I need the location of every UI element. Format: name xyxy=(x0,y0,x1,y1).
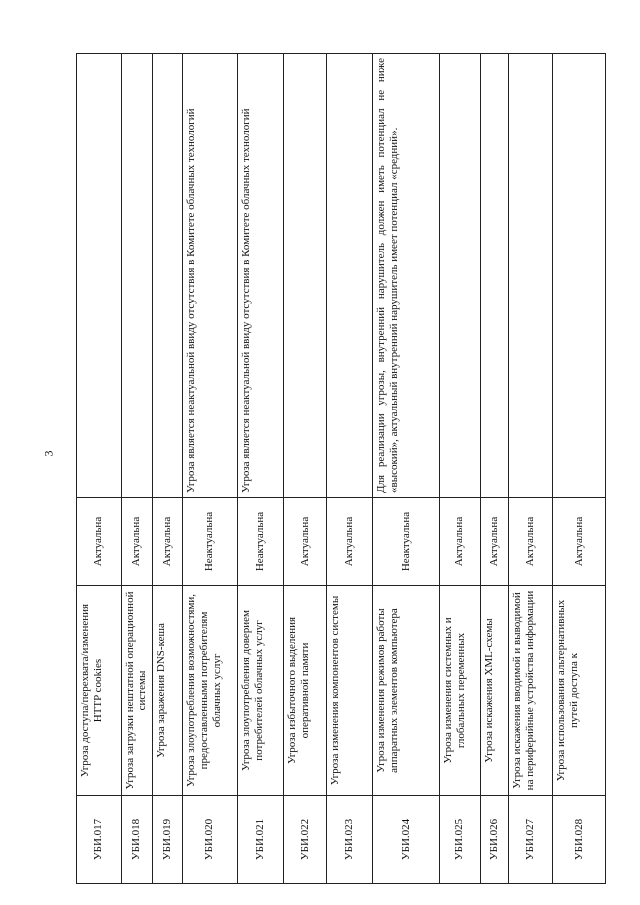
threat-status-cell: Неактуальна xyxy=(237,498,284,586)
threat-name-cell: Угроза избыточного выделения оперативной памяти xyxy=(284,586,326,796)
threat-status-cell: Неактуальна xyxy=(183,498,238,586)
threat-status-cell: Актуальна xyxy=(440,498,480,586)
threat-status-cell: Актуальна xyxy=(152,498,182,586)
threat-id-cell: УБИ.022 xyxy=(284,796,326,884)
threat-note-cell xyxy=(553,54,606,498)
threat-id-cell: УБИ.021 xyxy=(237,796,284,884)
threat-id-cell: УБИ.026 xyxy=(480,796,508,884)
threat-note-cell: Угроза является неактуальной ввиду отсутствия в Комитете облачных технологий xyxy=(237,54,284,498)
threat-note-cell xyxy=(121,54,152,498)
table-row xyxy=(553,54,606,884)
threat-name-cell: Угроза доступа/перехвата/изменения HTTP cookies xyxy=(77,586,122,796)
table-row xyxy=(121,54,152,884)
threat-note-cell xyxy=(508,54,553,498)
threat-name-cell: Угроза изменения компонентов системы xyxy=(326,586,373,796)
threat-note-cell xyxy=(77,54,122,498)
threat-id-cell: УБИ.020 xyxy=(183,796,238,884)
threat-status-cell: Актуальна xyxy=(480,498,508,586)
threat-id-cell: УБИ.019 xyxy=(152,796,182,884)
table-row xyxy=(284,54,326,884)
threat-id-cell: УБИ.023 xyxy=(326,796,373,884)
threat-note-cell xyxy=(152,54,182,498)
threat-note-cell xyxy=(480,54,508,498)
threat-status-cell: Актуальна xyxy=(508,498,553,586)
threat-status-cell: Актуальна xyxy=(121,498,152,586)
table-row xyxy=(152,54,182,884)
threat-name-cell: Угроза использования альтернативных путей доступа к xyxy=(553,586,606,796)
threat-status-cell: Актуальна xyxy=(77,498,122,586)
threat-status-cell: Актуальна xyxy=(326,498,373,586)
threat-name-cell: Угроза злоупотребления доверием потребителей облачных услуг xyxy=(237,586,284,796)
threat-status-cell: Актуальна xyxy=(553,498,606,586)
threat-id-cell: УБИ.025 xyxy=(440,796,480,884)
threat-name-cell: Угроза загрузки нештатной операционной системы xyxy=(121,586,152,796)
table-row xyxy=(373,54,440,884)
threat-name-cell: Угроза искажения XML-схемы xyxy=(480,586,508,796)
table-row xyxy=(508,54,553,884)
page-number: 3 xyxy=(41,450,56,457)
threat-name-cell: Угроза заражения DNS-кеша xyxy=(152,586,182,796)
threat-id-cell: УБИ.018 xyxy=(121,796,152,884)
threat-name-cell: Угроза изменения режимов работы аппаратных элементов компьютера xyxy=(373,586,440,796)
threat-name-cell: Угроза злоупотребления возможностями, предоставленными потребителям облачных услуг xyxy=(183,586,238,796)
table-row xyxy=(183,54,238,884)
threat-id-cell: УБИ.017 xyxy=(77,796,122,884)
table-row xyxy=(326,54,373,884)
threat-name-cell: Угроза искажения вводимой и выводимой на периферийные устройства информации xyxy=(508,586,553,796)
threat-id-cell: УБИ.028 xyxy=(553,796,606,884)
table-row xyxy=(440,54,480,884)
threat-id-cell: УБИ.024 xyxy=(373,796,440,884)
threat-table-container xyxy=(76,54,606,884)
threat-note-cell xyxy=(440,54,480,498)
threat-note-cell: Угроза является неактуальной ввиду отсутствия в Комитете облачных технологий xyxy=(183,54,238,498)
table-row xyxy=(480,54,508,884)
threat-status-cell: Неактуальна xyxy=(373,498,440,586)
threat-id-cell: УБИ.027 xyxy=(508,796,553,884)
threat-note-cell: Для реализации угрозы, внутренний нарушитель должен иметь потенциал не ниже «высокий», актуальный внутренний нарушитель имеет потенциал «средний». xyxy=(373,54,440,498)
threat-note-cell xyxy=(326,54,373,498)
threat-table-body xyxy=(77,54,606,884)
threat-name-cell: Угроза изменения системных и глобальных переменных xyxy=(440,586,480,796)
threat-status-cell: Актуальна xyxy=(284,498,326,586)
threat-note-cell xyxy=(284,54,326,498)
threat-table xyxy=(76,53,606,884)
table-row xyxy=(237,54,284,884)
table-row xyxy=(77,54,122,884)
